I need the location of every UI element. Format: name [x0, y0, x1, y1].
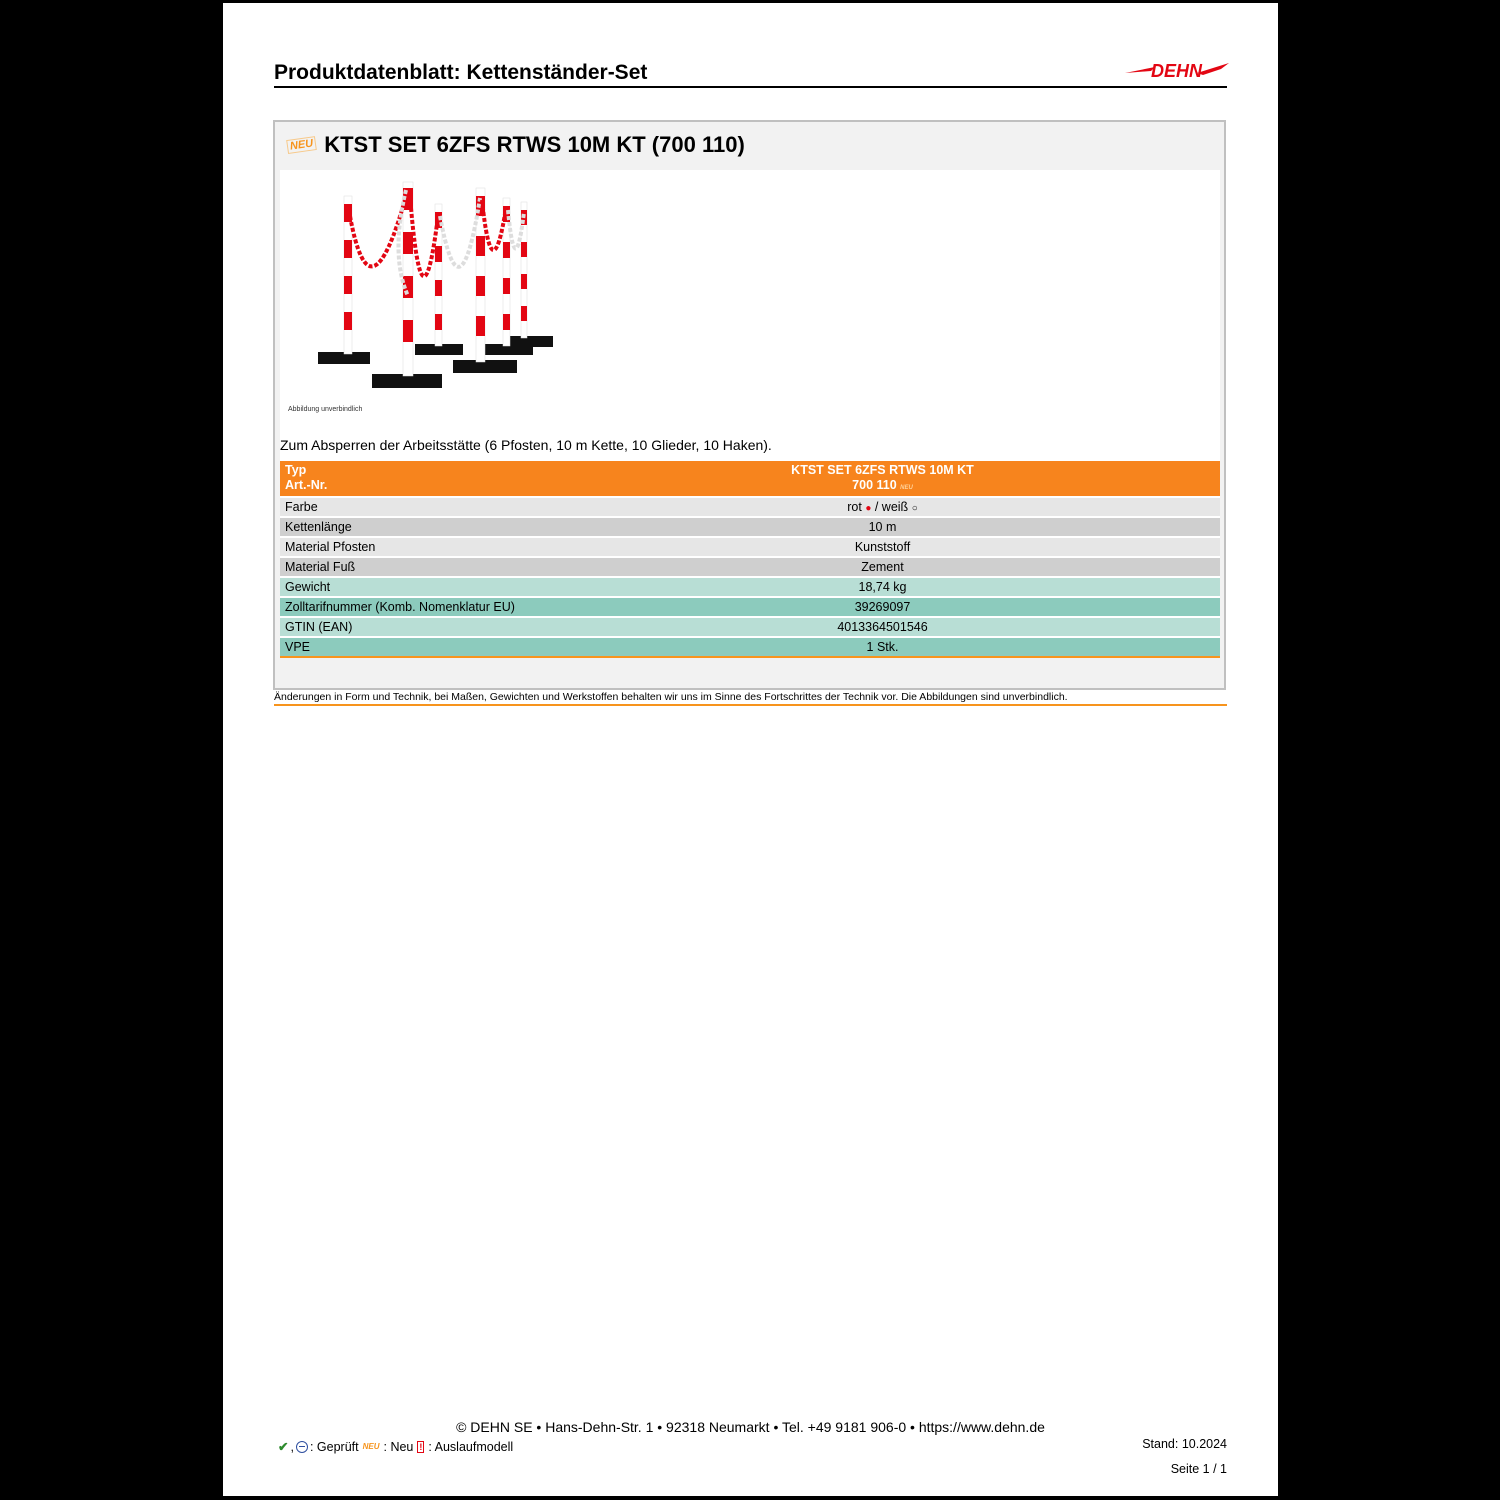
row-label: Material Fuß: [280, 557, 750, 577]
new-badge-icon: NEU: [362, 1442, 380, 1451]
table-row: [280, 597, 1220, 617]
row-value: 4013364501546: [750, 617, 1220, 637]
checkmark-icon: ✔: [278, 1440, 289, 1454]
product-card: [273, 120, 1226, 690]
product-image: [310, 176, 570, 406]
title-divider: [274, 86, 1227, 88]
row-label: GTIN (EAN): [280, 617, 750, 637]
row-value: 39269097: [750, 597, 1220, 617]
type-label: Typ: [285, 463, 307, 477]
row-value: 1 Stk.: [750, 637, 1220, 657]
row-label: Zolltarifnummer (Komb. Nomenklatur EU): [280, 597, 750, 617]
table-row: [280, 557, 1220, 577]
company-footer: © DEHN SE • Hans-Dehn-Str. 1 • 92318 Neumarkt • Tel. +49 9181 906-0 • https://www.dehn.de: [456, 1419, 1045, 1435]
product-content: [280, 170, 1220, 656]
spec-table: [280, 461, 1220, 658]
expired-icon: !: [419, 1441, 423, 1452]
disclaimer-divider: [274, 704, 1227, 706]
legend: [278, 1439, 513, 1454]
table-row: [280, 577, 1220, 597]
svg-text:DEHN: DEHN: [1151, 61, 1203, 81]
spec-table-header: [280, 461, 1220, 497]
page: [223, 3, 1278, 1496]
image-caption: Abbildung unverbindlich: [288, 406, 363, 413]
article-number-row: [755, 478, 1010, 496]
product-header: [287, 130, 745, 160]
header-labels: [280, 461, 750, 497]
legend-checked-label: : Geprüft: [309, 1439, 359, 1454]
row-label: Material Pfosten: [280, 537, 750, 557]
row-label: VPE: [280, 637, 750, 657]
row-label: Kettenlänge: [280, 517, 750, 537]
product-title: KTST SET 6ZFS RTWS 10M KT (700 110): [324, 132, 745, 157]
legend-new-label: : Neu: [383, 1439, 414, 1454]
table-row: [280, 617, 1220, 637]
row-value: rot ● / weiß ○: [750, 497, 1220, 517]
type-value: KTST SET 6ZFS RTWS 10M KT: [791, 463, 974, 477]
table-row: [280, 637, 1220, 657]
new-badge: NEU: [286, 136, 317, 154]
table-row: [280, 537, 1220, 557]
white-circle-icon: ○: [911, 503, 918, 514]
row-value: 18,74 kg: [750, 577, 1220, 597]
article-number-label: Art.-Nr.: [285, 478, 328, 492]
table-row: [280, 497, 1220, 517]
header-values: [750, 461, 1220, 497]
row-value: Kunststoff: [750, 537, 1220, 557]
row-label: Gewicht: [280, 577, 750, 597]
page-title: Produktdatenblatt: Kettenständer-Set: [274, 61, 648, 84]
minus-circle-icon: [296, 1441, 308, 1453]
legend-separator: ,: [290, 1439, 294, 1454]
disclaimer: Änderungen in Form und Technik, bei Maßen, Gewichten und Werkstoffen behalten wir uns im Sinne des Fortschrittes der Technik vor. Die Abbildungen sind unverbindlich.: [274, 691, 1068, 703]
table-row: [280, 517, 1220, 537]
row-value: Zement: [750, 557, 1220, 577]
page-number: Seite 1 / 1: [1170, 1462, 1227, 1476]
stand-date: Stand: 10.2024: [1142, 1437, 1227, 1451]
product-description: Zum Absperren der Arbeitsstätte (6 Pfosten, 10 m Kette, 10 Glieder, 10 Haken).: [280, 437, 772, 453]
legend-expired-label: : Auslaufmodell: [428, 1439, 514, 1454]
dehn-logo: [1125, 53, 1229, 85]
row-value: 10 m: [750, 517, 1220, 537]
article-number-value: 700 110: [852, 478, 897, 492]
row-label: Farbe: [280, 497, 750, 517]
red-dot-icon: ●: [865, 503, 872, 514]
new-badge-small: NEU: [900, 485, 913, 491]
